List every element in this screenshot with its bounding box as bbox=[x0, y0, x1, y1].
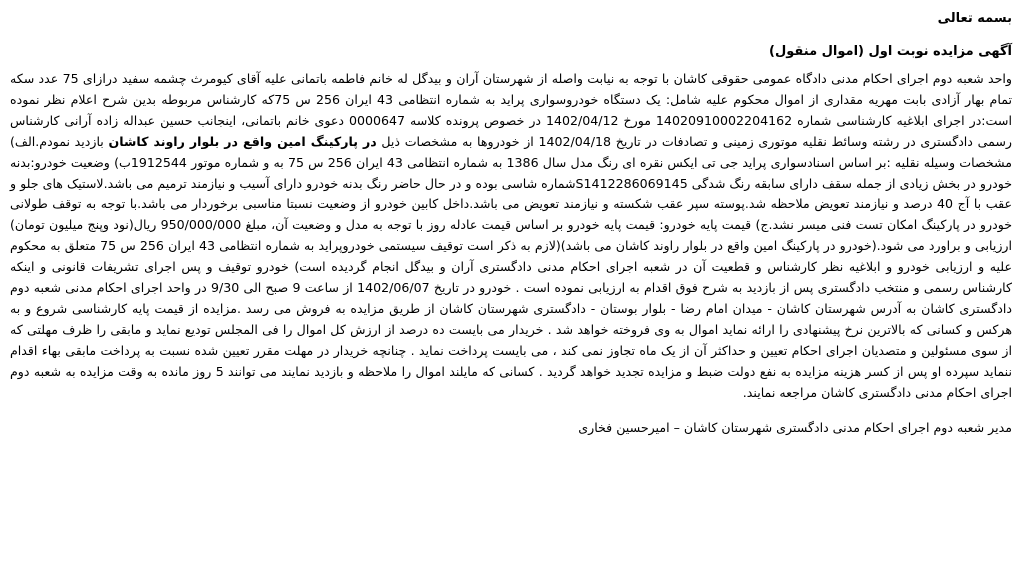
notice-body-part2: بازدید نمودم.الف) مشخصات وسیله نقلیه :بر اساس اسنادسواری پراید جی تی ایکس نقره ای رنگ مدل سال 1386 به شماره انتظامی 43 ایران 256 س 75 به و شماره موتور 1912544ب) وضعیت خودرو:بدنه خودرو در بخش زیادی از جمله سقف دارای سابقه رنگ شدگی S1412286069145شماره شاسی بوده و در حال حاضر رنگ بدنه خودرو دارای آسیب و نیازمند ترمیم می باشد.لاستیک های جلو و عقب با آج 40 درصد و نیازمند تعویض ملاحظه شد.پوسته سپر عقب شکسته و نیازمند تعویض می باشد.داخل کابین خودرو از وضعیت نسبتا مناسبی برخوردار می باشد.با توجه به توقف طولانی خودرو در پارکینگ امکان تست فنی میسر نشد.ج) قیمت پایه خودرو: قیمت پایه خودرو بر اساس قیمت عادله روز با توجه به مدل و وضعیت آن، مبلغ 950/000/000 ریال(نود وپنج میلیون تومان) ارزیابی و براورد می شود.(خودرو در پارکینگ امین واقع در بلوار راوند کاشان می باشد)(لازم به ذکر است توقیف سیستمی خودروپراید به شماره انتظامی 43 ایران 256 س 75 متعلق به محکوم علیه و ارزیابی خودرو و ابلاغیه نظر کارشناس و قطعیت آن در شعبه اجرای احکام مدنی دادگستری آران و بیدگل انجام گردیده است) خودرو توقیف و پس اجرای تشریفات قانونی و اینکه کارشناس رسمی و منتخب دادگستری پس از بازدید به شرح فوق اقدام به ارزیابی نموده است . خودرو در تاریخ 1402/06/07 از ساعت 9 صبح الی 9/30 در واحد اجرای احکام مدنی شعبه دوم دادگستری کاشان به آدرس شهرستان کاشان - میدان امام رضا - بلوار بوستان - دادگستری شهرستان کاشان از طریق مزایده به فروش می رسد .مزایده از قیمت پایه کارشناسی شروع و به هرکس و کسانی که بالاترین نرخ پیشنهادی را ارائه نماید اموال به وی فروخته خواهد شد . خریدار می بایست ده درصد از ارزش کل اموال را فی المجلس تودیع نماید و مابقی را ظرف مهلتی که از سوی مسئولین و متصدیان اجرای احکام تعیین و حداکثر آن از یک ماه تجاوز نمی کند ، می بایست پرداخت نماید . چنانچه خریدار در مهلت مقرر تعیین شده نسبت به پرداخت مابقی بهاء اقدام ننماید سپرده او پس از کسر هزینه مزایده به نفع دولت ضبط و مزایده تجدید خواهد گردید . کسانی که مایلند اموال را ملاحظه و بازدید نمایند می توانند 5 روز مانده به وقت مزایده به شعبه دوم اجرای احکام مدنی دادگستری کاشان مراجعه نمایند. bbox=[10, 133, 1012, 400]
notice-body-part1: واحد شعبه دوم اجرای احکام مدنی دادگاه عمومی حقوقی کاشان با توجه به نیابت واصله از شهرستان آران و بیدگل له خانم فاطمه باتمانی علیه آقای کیومرث چشمه سفید درازای 75 عدد سکه تمام بهار آزادی بابت مهریه مقداری از اموال محکوم علیه شامل: یک دستگاه خودروسواری پراید به شماره انتظامی 43 ایران 256 س 75که کارشناس مربوطه بدین شرح اعلام نظر نموده است:در اجرای ابلاغیه کارشناسی شماره 14020910002204162 مورخ 1402/04/12 در خصوص پرونده کلاسه 0000647 دعوی خانم باتمانی، اینجانب حسین عبداله زاده آرانی کارشناس رسمی دادگستری در رشته وسائط نقلیه موتوری زمینی و تصادفات در تاریخ 1402/04/18 از خودروها به مشخصات ذیل bbox=[10, 71, 1012, 149]
invocation-heading: بسمه تعالی bbox=[937, 11, 1012, 26]
signature-line: مدیر شعبه دوم اجرای احکام مدنی دادگستری شهرستان کاشان – امیرحسین فخاری bbox=[578, 419, 1012, 435]
notice-body bbox=[10, 69, 1012, 404]
notice-title: آگهی مزایده نوبت اول (اموال منقول) bbox=[769, 44, 1012, 59]
parking-location-emphasis: در پارکینگ امین واقع در بلوار راوند کاشان bbox=[108, 133, 377, 149]
